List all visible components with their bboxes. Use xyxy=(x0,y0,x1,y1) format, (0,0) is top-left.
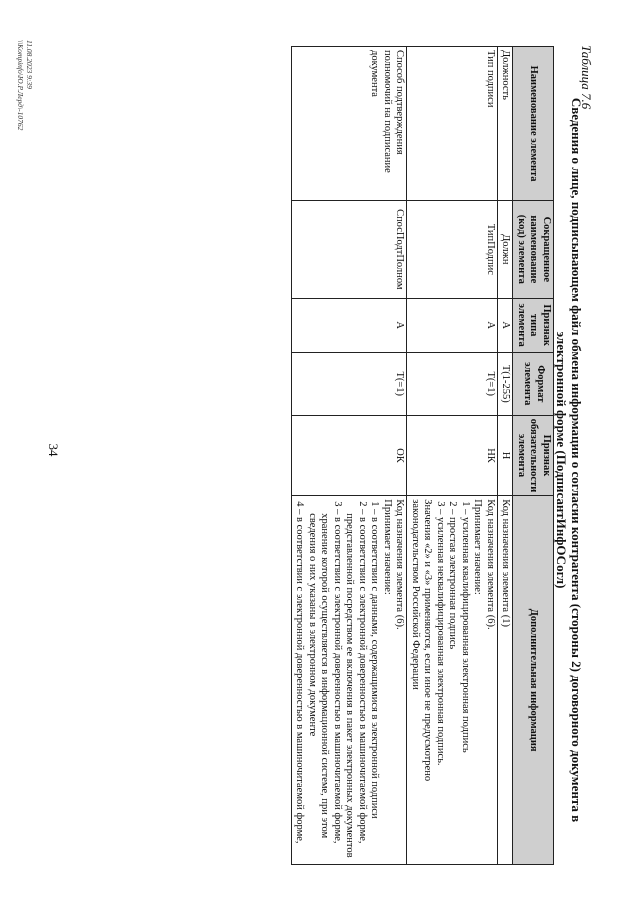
stamp-date: 11.08.2023 9:39 xyxy=(25,40,34,89)
cell-required: НК xyxy=(407,415,498,496)
page-number: 34 xyxy=(46,443,61,457)
table-row xyxy=(498,47,514,865)
table-row xyxy=(407,47,498,865)
cell-required: ОК xyxy=(292,415,408,496)
cell-name: Способ подтверждения полномочий на подписание документа xyxy=(292,47,408,201)
elements-table xyxy=(291,46,554,865)
print-stamp xyxy=(16,40,34,130)
info-line: 1 – в соответствии с данными, содержащимися в электронной подписи xyxy=(369,501,381,819)
table-header-row xyxy=(513,47,554,865)
info-line: Код назначения элемента (1) xyxy=(500,499,512,627)
header-code: Сокращенное наименование (код) элемента xyxy=(513,201,554,298)
header-required: Признак обязательности элемента xyxy=(513,415,554,496)
info-line: Принимает значение: xyxy=(472,499,484,595)
info-line: 3 – усиленная неквалифицированная электронная подпись. xyxy=(435,501,446,766)
info-line: 3 – в соответствии с электронной доверенностью в машиночитаемой форме, хранение которой осуществляется в информационной системе, при этом сведения о них указаны в электронном документе xyxy=(307,501,343,844)
cell-info xyxy=(292,496,408,865)
info-line: Код назначения элемента (6). xyxy=(485,499,496,630)
table-label: Таблица 7.6 xyxy=(579,45,594,110)
info-line: 1 – усиленная квалифицированная электронная подпись xyxy=(460,501,471,753)
cell-info xyxy=(498,496,514,865)
cell-name: Должность xyxy=(498,47,514,201)
info-line: Принимает значение: xyxy=(382,499,393,595)
cell-format: T(1-255) xyxy=(498,352,514,415)
cell-code: СпосПодтПолном xyxy=(292,201,408,298)
info-line: 2 – простая электронная подпись xyxy=(447,501,459,650)
info-line: Код назначения элемента (6). xyxy=(394,499,406,630)
info-line: 4 – в соответствии с электронной доверенностью в машиночитаемой форме, xyxy=(294,501,306,844)
header-type: Признак типа элемента xyxy=(513,298,554,352)
cell-info xyxy=(407,496,498,865)
cell-type: А xyxy=(407,298,498,352)
header-info: Дополнительная информация xyxy=(513,496,554,865)
cell-required: Н xyxy=(498,415,514,496)
stamp-path: \\Kompinfo\Ю.Р.Лерд\-10762 xyxy=(16,40,25,131)
table-row xyxy=(292,47,408,865)
cell-format: T(=1) xyxy=(407,352,498,415)
cell-code: ТипПодпис xyxy=(407,201,498,298)
cell-type: А xyxy=(498,298,514,352)
cell-type: А xyxy=(292,298,408,352)
header-name: Наименование элемента xyxy=(513,47,554,201)
header-format: Формат элемента xyxy=(513,352,554,415)
info-line: 2 – в соответствии с электронной доверенностью в машиночитаемой форме, представленной посредством ее включения в пакет электронных документов xyxy=(344,501,368,858)
cell-name: Тип подписи xyxy=(407,47,498,201)
cell-code: Должн xyxy=(498,201,514,298)
cell-format: T(=1) xyxy=(292,352,408,415)
info-line: Значения «2» и «3» применяются, если иное не предусмотрено законодательством Российской Федерации xyxy=(410,499,434,782)
table-title: Сведения о лице, подписывающем файл обмена информации о согласии контрагента (стороны 2) договорного документа в электронной форме (ПодписантИнфОСогл) xyxy=(554,97,584,823)
